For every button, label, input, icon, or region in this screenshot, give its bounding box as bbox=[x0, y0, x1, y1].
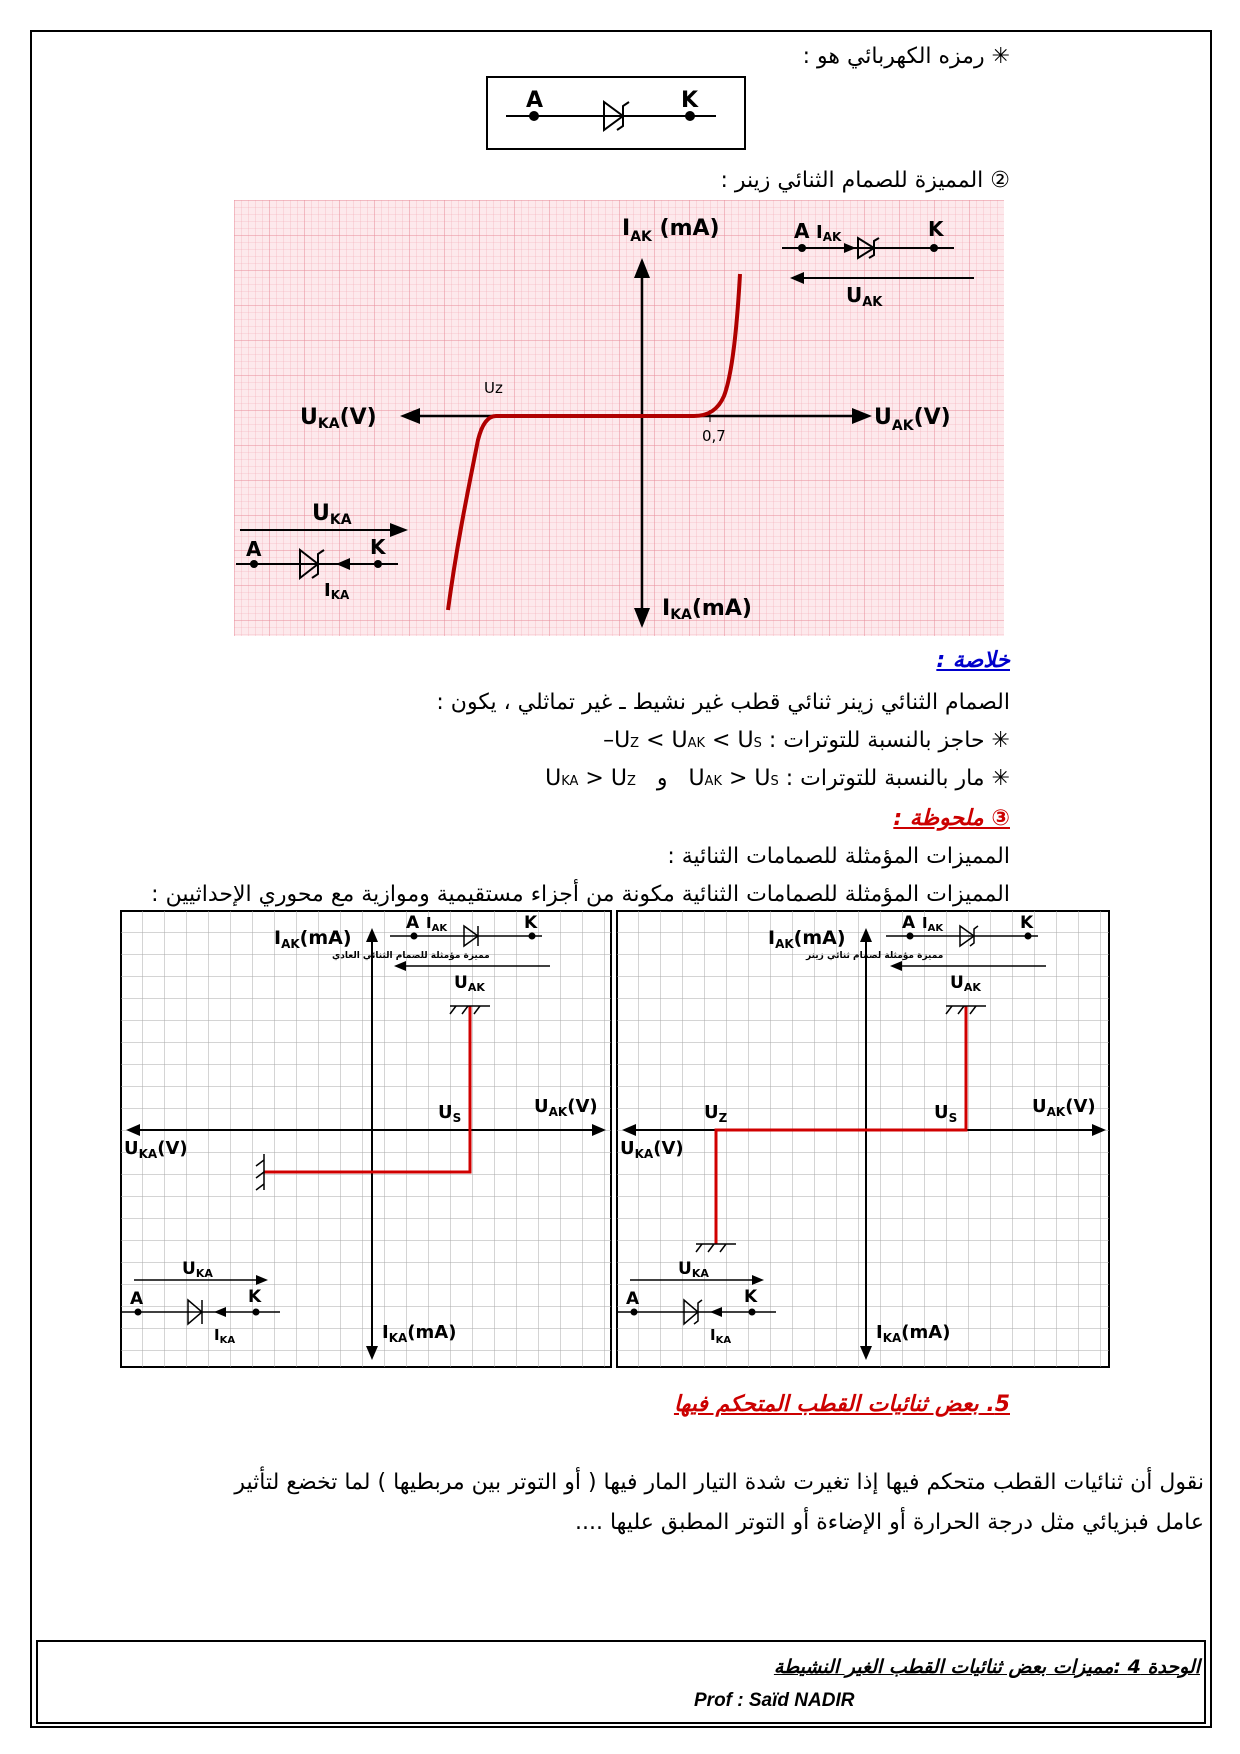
svg-text:UKA(V): $U_{KA}(V)$ bbox=[620, 1138, 684, 1161]
svg-text:UZ: $U_Z$ bbox=[704, 1102, 728, 1125]
summary-title: خلاصة : bbox=[936, 648, 1010, 673]
svg-text:A: A bbox=[406, 913, 420, 933]
ideal-zener-graph bbox=[616, 910, 1110, 1368]
svg-text:UAK: UAK bbox=[454, 973, 485, 994]
footer-box bbox=[36, 1640, 1206, 1724]
note-line-1: المميزات المؤمثلة للصمامات الثنائية : bbox=[667, 844, 1010, 869]
uka-axis-label: UKA(V) bbox=[300, 405, 377, 432]
paragraph-line-2: عامل فبزيائي مثل درجة الحرارة أو الإضاءة أو التوتر المطبق عليها .... bbox=[575, 1510, 1204, 1535]
blocking-line: ✳ حاجز بالنسبة للتوترات : –UZ < UAK < US bbox=[603, 728, 1010, 753]
iak-axis-label: $I_{AK}$ (mA) bbox=[622, 216, 720, 245]
svg-text:IAK: IAK bbox=[816, 222, 842, 244]
svg-text:UAK(V): $U_{AK}(V)$ bbox=[534, 1096, 598, 1119]
svg-text:US: $U_S$ bbox=[438, 1102, 462, 1125]
svg-text:K: K bbox=[744, 1287, 758, 1307]
svg-text:A: A bbox=[902, 913, 916, 933]
svg-text:IAK: $I_{AK}$ bbox=[426, 914, 448, 934]
passing-expression-1: UAK > US bbox=[688, 766, 779, 791]
symbol-line: ✳ رمزه الكهربائي هو : bbox=[802, 44, 1010, 69]
svg-text:IKA(mA): $I_{KA}(mA)$ bbox=[382, 1322, 457, 1345]
uak-axis-label: $U_{AK}(V)$ bbox=[874, 405, 951, 434]
svg-text:A: A bbox=[246, 537, 262, 561]
svg-text:UKA(V): $U_{KA}(V)$ bbox=[124, 1138, 188, 1161]
svg-text:IAK: $I_{AK}$ bbox=[922, 914, 944, 934]
summary-line: الصمام الثنائي زينر ثنائي قطب غير نشيط ـ غير تماثلي ، يكون : bbox=[436, 690, 1010, 715]
svg-text:K: K bbox=[248, 1287, 262, 1307]
ideal-diode-graph bbox=[120, 910, 612, 1368]
blocking-expression: –UZ < UAK < US bbox=[603, 728, 762, 753]
svg-text:IKA(mA): $I_{KA}(mA)$ bbox=[876, 1322, 951, 1345]
svg-text:مميزة مؤمثلة للصمام الثنائي ال: مميزة مؤمثلة للصمام الثنائي العادي bbox=[332, 951, 490, 961]
zener-characteristic-graph bbox=[234, 200, 1004, 636]
characteristic-title: ② المميزة للصمام الثنائي زينر : bbox=[720, 168, 1010, 193]
svg-text:A: A bbox=[626, 1289, 640, 1309]
svg-text:IKA: $I_{KA}$ bbox=[710, 1326, 732, 1346]
svg-text:UAK: $U_{AK}$ bbox=[846, 283, 883, 310]
note-line-2: المميزات المؤمثلة للصمامات الثنائية مكونة من أجزاء مستقيمية وموازية مع محوري الإحداثيين : bbox=[151, 882, 1010, 907]
svg-text:UAK: UAK bbox=[950, 973, 981, 994]
svg-text:A: A bbox=[794, 219, 810, 243]
svg-text:UKA: UKA bbox=[678, 1259, 709, 1280]
v07-label: 0,7 bbox=[702, 427, 726, 445]
footer-unit-title: الوحدة 4 :مميزات بعض ثنائيات القطب الغير النشيطة bbox=[773, 1656, 1200, 1678]
svg-text:UKA: UKA bbox=[312, 501, 352, 528]
svg-text:IAK(mA): $I_{AK}(mA)$ bbox=[274, 927, 352, 951]
passing-expression-2: UKA > UZ bbox=[545, 766, 636, 791]
svg-text:K: K bbox=[928, 217, 944, 241]
section5-title: 5. بعض ثنائيات القطب المتحكم فيها bbox=[673, 1392, 1010, 1417]
svg-text:UKA: UKA bbox=[182, 1259, 213, 1280]
svg-text:IKA: IKA bbox=[324, 580, 350, 602]
passing-line: ✳ مار بالنسبة للتوترات : UAK > US و UKA > UZ bbox=[545, 766, 1010, 791]
paragraph-line-1: نقول أن ثنائيات القطب متحكم فيها إذا تغيرت شدة التيار المار فيها ( أو التوتر بين مربطيها ) لما تخضع لتأثير bbox=[234, 1470, 1204, 1495]
svg-text:US: $U_S$ bbox=[934, 1102, 958, 1125]
svg-text:IKA: $I_{KA}$ bbox=[214, 1326, 236, 1346]
uz-label: Uz bbox=[484, 379, 503, 397]
footer-prof: Prof : Saïd NADIR bbox=[694, 1690, 855, 1711]
svg-text:UAK(V): $U_{AK}(V)$ bbox=[1032, 1096, 1096, 1119]
zener-symbol bbox=[486, 76, 748, 152]
svg-text:K: K bbox=[524, 913, 538, 933]
svg-text:مميزة مؤمثلة لصمام ثنائي زينر: مميزة مؤمثلة لصمام ثنائي زينر bbox=[806, 951, 944, 961]
symbol-k-label: K bbox=[681, 88, 699, 113]
svg-text:A: A bbox=[130, 1289, 144, 1309]
svg-text:IAK(mA): $I_{AK}(mA)$ bbox=[768, 927, 846, 951]
note-title: ③ ملحوظة : bbox=[893, 806, 1010, 831]
svg-text:K: K bbox=[1020, 913, 1034, 933]
symbol-a-label: A bbox=[526, 88, 544, 113]
svg-text:K: K bbox=[370, 535, 386, 559]
ika-axis-label: IKA(mA) bbox=[662, 596, 752, 623]
